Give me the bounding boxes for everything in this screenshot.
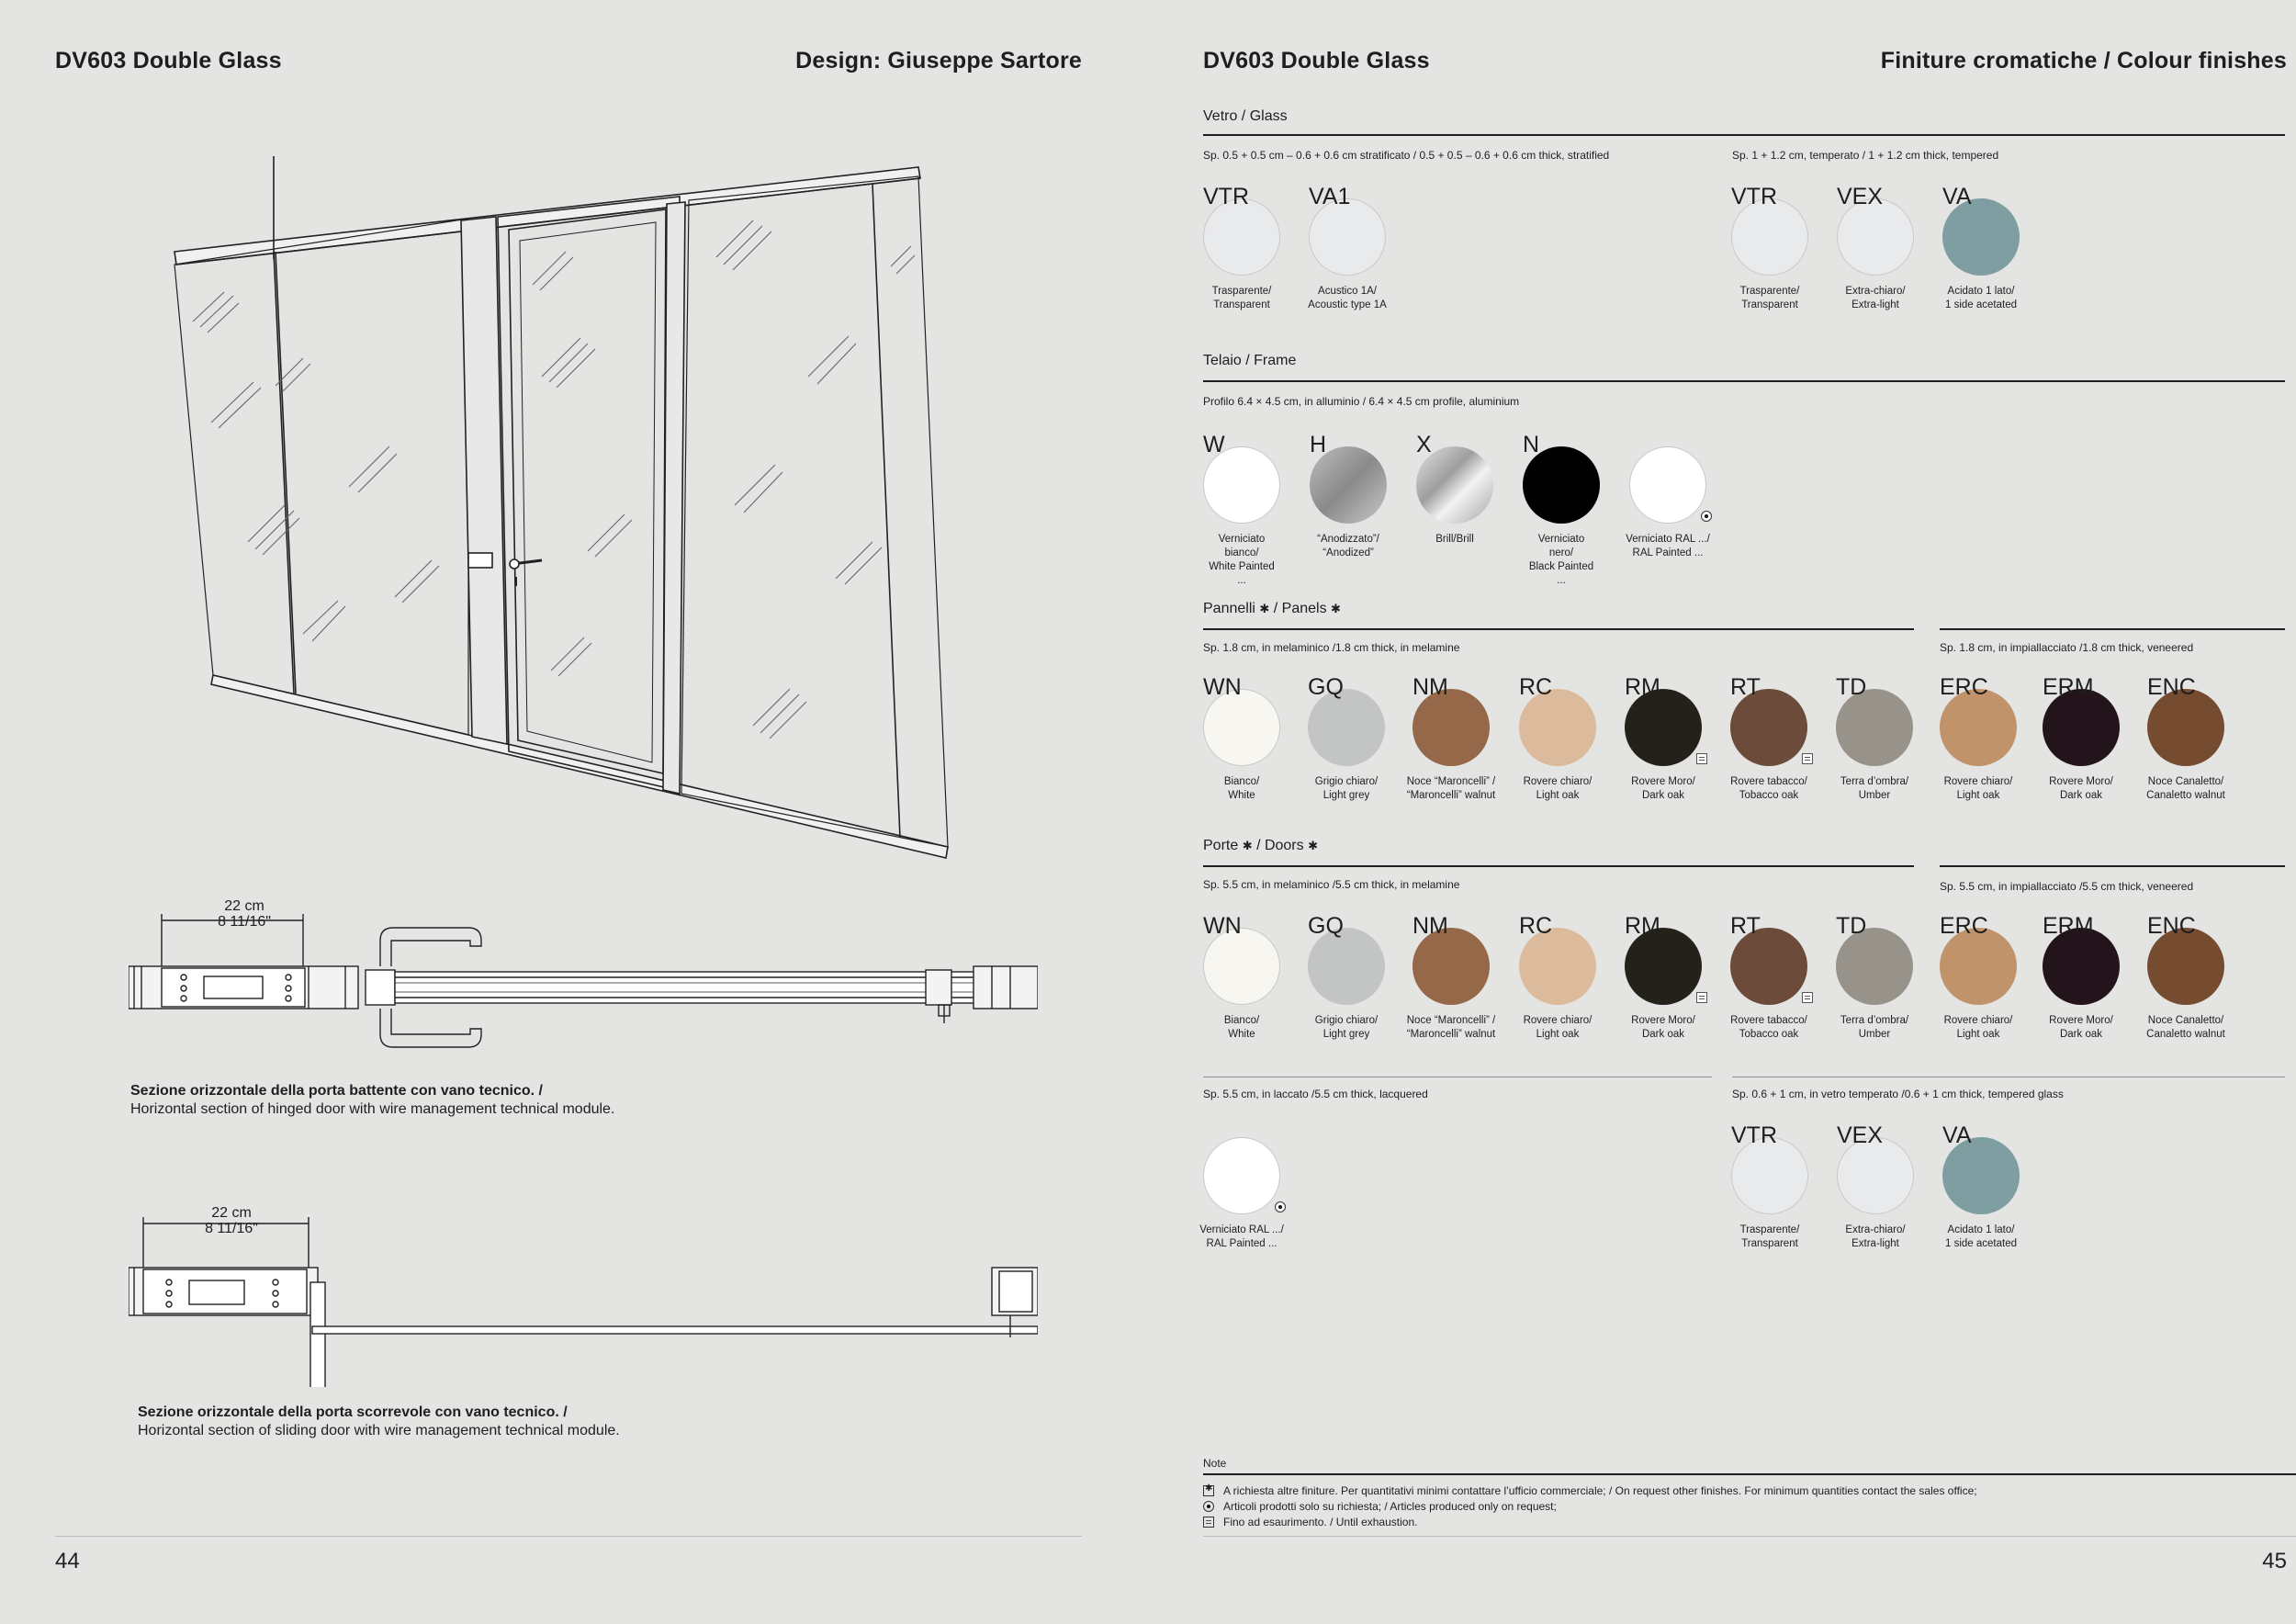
finish-label-line: Rovere chiaro/ [1523, 776, 1593, 787]
finish-label-line: “Anodizzato”/ [1317, 534, 1379, 545]
finish-label-line: Rovere tabacco/ [1730, 1015, 1807, 1026]
finish-code: RC [1519, 674, 1553, 700]
finish-label-line: bianco/ [1224, 547, 1259, 558]
frame-spec: Profilo 6.4 × 4.5 cm, in alluminio / 6.4 × 4.5 cm profile, aluminium [1203, 395, 1520, 408]
dimension-inch: 8 11/16" [218, 914, 271, 930]
asterisk-icon: ✱ [1242, 839, 1253, 852]
finish-label [1187, 533, 1297, 588]
finish-label-line: Verniciato [1537, 534, 1585, 545]
caption-en: Horizontal section of hinged door with wire management technical module. [130, 1101, 615, 1117]
finish-label [1820, 1224, 1930, 1251]
finish-code: ERM [2043, 913, 2094, 939]
product-title: DV603 Double Glass [55, 48, 282, 73]
finish-label [1923, 775, 2033, 803]
glass-spec-tempered: Sp. 1 + 1.2 cm, temperato / 1 + 1.2 cm thick, tempered [1732, 149, 1999, 162]
finish-label [1292, 285, 1402, 312]
finish-code: TD [1836, 674, 1867, 700]
glass-rule [1203, 134, 2285, 136]
asterisk-icon [1203, 1485, 1214, 1496]
finish-label [1291, 775, 1401, 803]
dot-circle-icon [1701, 511, 1712, 522]
finish-label-line: Light oak [1536, 1029, 1580, 1040]
finish-label-line: Dark oak [2059, 790, 2103, 801]
finish-code: N [1523, 432, 1540, 457]
finish-label-line: Dark oak [1641, 790, 1685, 801]
asterisk-icon: ✱ [1259, 602, 1270, 615]
finish-label [1293, 533, 1403, 560]
finish-label [1396, 1014, 1506, 1042]
finish-label-line: Terra d’ombra/ [1840, 1015, 1909, 1026]
finish-label-line: Extra-chiaro/ [1845, 1224, 1906, 1235]
hinged-door-section-drawing [129, 909, 1038, 1066]
finish-label-line: Transparent [1213, 299, 1270, 310]
finish-label-line: RAL Painted ... [1632, 547, 1704, 558]
finish-label-line: Tobacco oak [1739, 790, 1799, 801]
finish-label-line: Transparent [1741, 299, 1798, 310]
finish-label-line: “Maroncelli” walnut [1406, 1029, 1496, 1040]
finish-label [1715, 285, 1825, 312]
panels-rule-veneer [1940, 628, 2285, 630]
footer-rule [55, 1536, 1082, 1537]
finish-label-line: Light grey [1322, 1029, 1370, 1040]
asterisk-icon: ✱ [1308, 839, 1318, 852]
finish-label-line: Rovere chiaro/ [1523, 1015, 1593, 1026]
finish-code: VEX [1837, 184, 1884, 209]
finish-label-line: Verniciato [1218, 534, 1266, 545]
finish-code: ENC [2147, 913, 2196, 939]
finish-code: GQ [1308, 913, 1344, 939]
note-text: Articoli prodotti solo su richiesta; / Articles produced only on request; [1223, 1500, 1557, 1513]
finish-label-line: Black Painted [1528, 561, 1594, 572]
finish-label-line: Brill/Brill [1435, 534, 1474, 545]
finish-label-line: Extra-light [1851, 299, 1899, 310]
doors-title-it: Porte [1203, 838, 1239, 853]
sliding-door-section-drawing [129, 1212, 1038, 1387]
finish-code: GQ [1308, 674, 1344, 700]
finish-label [1715, 1224, 1825, 1251]
finish-label-line: Verniciato RAL .../ [1199, 1224, 1284, 1235]
finish-label [1400, 533, 1510, 547]
finish-code: NM [1412, 913, 1448, 939]
sliding-section-caption [138, 1404, 620, 1440]
finish-label [1187, 1014, 1297, 1042]
finish-label-line: ... [1557, 575, 1566, 586]
panels-section-title [1203, 601, 1341, 617]
finish-label [1819, 775, 1930, 803]
finish-label-line: Trasparente/ [1739, 1224, 1800, 1235]
finish-label-line: RAL Painted ... [1206, 1238, 1277, 1249]
finish-label-line: Rovere Moro/ [2049, 1015, 2113, 1026]
page-number: 45 [2262, 1549, 2287, 1573]
finish-label-line: Noce “Maroncelli” / [1406, 776, 1496, 787]
glass-spec-stratified: Sp. 0.5 + 0.5 cm – 0.6 + 0.6 cm stratificato / 0.5 + 0.5 – 0.6 + 0.6 cm thick, stratified [1203, 149, 1610, 162]
finish-label-line: Trasparente/ [1739, 286, 1800, 297]
caption-en: Horizontal section of sliding door with wire management technical module. [138, 1423, 620, 1438]
finish-label-line: Transparent [1741, 1238, 1798, 1249]
right-page [1148, 0, 2296, 1624]
finish-label [1714, 1014, 1824, 1042]
note-until-exhaustion [1203, 1516, 1417, 1528]
finish-label-line: Rovere chiaro/ [1943, 776, 2013, 787]
designer-credit: Design: Giuseppe Sartore [795, 48, 1082, 73]
finish-swatch [1942, 184, 2053, 331]
finish-label-line: Dark oak [2059, 1029, 2103, 1040]
doors-rule-veneer [1940, 865, 2285, 867]
finish-label [1187, 775, 1297, 803]
finish-label-line: White [1228, 1029, 1255, 1040]
finish-code: RC [1519, 913, 1553, 939]
finish-color-circle [1629, 446, 1706, 524]
finish-label-line: Light oak [1536, 790, 1580, 801]
doors-spec-lacquer: Sp. 5.5 cm, in laccato /5.5 cm thick, lacquered [1203, 1088, 1428, 1100]
finish-label-line: Acustico 1A/ [1318, 286, 1377, 297]
finish-label-line: nero/ [1548, 547, 1574, 558]
finish-code: ERC [1940, 674, 1988, 700]
finish-label-line: Extra-chiaro/ [1845, 286, 1906, 297]
finish-code: H [1310, 432, 1327, 457]
finish-label-line: Acoustic type 1A [1308, 299, 1387, 310]
note-text: Fino ad esaurimento. / Until exhaustion. [1223, 1516, 1418, 1528]
finish-label-line: Trasparente/ [1211, 286, 1272, 297]
finish-code: VTR [1731, 1122, 1777, 1148]
panels-title-en: / Panels [1273, 601, 1327, 616]
product-title: DV603 Double Glass [1203, 48, 1430, 73]
finish-label-line: “Maroncelli” walnut [1406, 790, 1496, 801]
finish-label-line: Terra d’ombra/ [1840, 776, 1909, 787]
panels-title-it: Pannelli [1203, 601, 1255, 616]
finish-swatch [1310, 432, 1420, 579]
finish-code: X [1416, 432, 1432, 457]
doors-spec-veneer: Sp. 5.5 cm, in impiallacciato /5.5 cm thick, veneered [1940, 880, 2194, 893]
square-lines-icon [1696, 753, 1707, 764]
asterisk-icon: ✱ [1331, 602, 1341, 615]
finish-label-line: Noce Canaletto/ [2147, 776, 2224, 787]
dot-circle-icon [1275, 1201, 1286, 1212]
finish-label [1819, 1014, 1930, 1042]
finish-label-line: Verniciato RAL .../ [1626, 534, 1710, 545]
finish-code: VTR [1203, 184, 1249, 209]
finish-label [1503, 775, 1613, 803]
finish-label [1613, 533, 1723, 560]
panels-spec-melamine: Sp. 1.8 cm, in melaminico /1.8 cm thick, in melamine [1203, 641, 1460, 654]
finish-label-line: Bianco/ [1223, 776, 1260, 787]
frame-section-title: Telaio / Frame [1203, 353, 1297, 368]
finish-code: RM [1625, 913, 1660, 939]
finish-label-line: Extra-light [1851, 1238, 1899, 1249]
finish-code: W [1203, 432, 1225, 457]
finish-color-circle [1203, 1137, 1280, 1214]
finish-code: RT [1730, 674, 1761, 700]
notes-rule [1203, 1473, 2296, 1475]
finish-label-line: Noce “Maroncelli” / [1406, 1015, 1496, 1026]
square-lines-icon [1696, 992, 1707, 1003]
finish-label [1608, 1014, 1718, 1042]
finish-label-line: 1 side acetated [1944, 1238, 2017, 1249]
finishes-heading: Finiture cromatiche / Colour finishes [1880, 48, 2287, 73]
finish-code: NM [1412, 674, 1448, 700]
finish-code: ERM [2043, 674, 2094, 700]
caption-it: Sezione orizzontale della porta scorrevole con vano tecnico. / [138, 1404, 568, 1420]
finish-code: RM [1625, 674, 1660, 700]
finish-label [1926, 1224, 2036, 1251]
partition-perspective-drawing [165, 156, 974, 873]
finish-label-line: Tobacco oak [1739, 1029, 1799, 1040]
finish-code: VA [1942, 1122, 1972, 1148]
finish-label [1291, 1014, 1401, 1042]
finish-label-line: Rovere Moro/ [1631, 1015, 1695, 1026]
finish-label [1187, 285, 1297, 312]
finish-label [1503, 1014, 1613, 1042]
finish-code: TD [1836, 913, 1867, 939]
finish-label-line: Acidato 1 lato/ [1947, 286, 2015, 297]
doors-spec-glass: Sp. 0.6 + 1 cm, in vetro temperato /0.6 + 1 cm thick, tempered glass [1732, 1088, 2064, 1100]
doors-spec-melamine: Sp. 5.5 cm, in melaminico /5.5 cm thick, in melamine [1203, 878, 1460, 891]
dimension-cm: 22 cm [224, 898, 264, 914]
finish-label-line: Noce Canaletto/ [2147, 1015, 2224, 1026]
finish-label-line: Rovere Moro/ [1631, 776, 1695, 787]
finish-swatch [1942, 1122, 2053, 1269]
finish-code: RT [1730, 913, 1761, 939]
finish-label-line: Rovere tabacco/ [1730, 776, 1807, 787]
finish-swatch [1199, 1122, 1313, 1269]
finish-label-line: White [1228, 790, 1255, 801]
doors-section-title [1203, 838, 1318, 854]
note-text: A richiesta altre finiture. Per quantitativi minimi contattare l’ufficio commerciale; / On request other finishes. For minimum quantities contact the sales office; [1223, 1484, 1977, 1497]
finish-label-line: ... [1237, 575, 1246, 586]
notes-title: Note [1203, 1457, 1227, 1470]
finish-swatch [2147, 913, 2257, 1060]
finish-label-line: Grigio chiaro/ [1314, 1015, 1379, 1026]
finish-label-line: White Painted [1209, 561, 1275, 572]
finish-label-line: Rovere chiaro/ [1943, 1015, 2013, 1026]
finish-label-line: Light grey [1322, 790, 1370, 801]
dimension-inch: 8 11/16" [205, 1221, 258, 1236]
note-on-request [1203, 1500, 1557, 1513]
doors-rule-melamine [1203, 865, 1914, 867]
finish-label-line: Canaletto walnut [2146, 1029, 2225, 1040]
finish-code: ENC [2147, 674, 2196, 700]
finish-swatch [1309, 184, 1419, 331]
finish-code: VA [1942, 184, 1972, 209]
frame-rule [1203, 380, 2285, 382]
square-lines-icon [1203, 1517, 1214, 1528]
finish-code: WN [1203, 674, 1242, 700]
finish-label-line: Umber [1858, 790, 1891, 801]
finish-label [1396, 775, 1506, 803]
finish-label [2026, 775, 2136, 803]
finish-label-line: “Anodized” [1322, 547, 1374, 558]
finish-label-line: Umber [1858, 1029, 1891, 1040]
finish-label [1187, 1224, 1297, 1251]
dot-circle-icon [1203, 1501, 1214, 1512]
finish-label [2026, 1014, 2136, 1042]
square-lines-icon [1802, 992, 1813, 1003]
finish-label-line: Dark oak [1641, 1029, 1685, 1040]
panels-spec-veneer: Sp. 1.8 cm, in impiallacciato /1.8 cm thick, veneered [1940, 641, 2194, 654]
glass-section-title: Vetro / Glass [1203, 108, 1288, 124]
finish-label [1926, 285, 2036, 312]
page-number: 44 [55, 1549, 80, 1573]
finish-label [1506, 533, 1616, 588]
finish-label [1608, 775, 1718, 803]
hinged-section-caption [130, 1082, 614, 1119]
finish-code: VTR [1731, 184, 1777, 209]
finish-label [2131, 1014, 2241, 1042]
finish-code: VEX [1837, 1122, 1884, 1148]
finish-code: ERC [1940, 913, 1988, 939]
note-other-finishes [1203, 1484, 1977, 1497]
panels-rule-melamine [1203, 628, 1914, 630]
finish-label [1923, 1014, 2033, 1042]
finish-label-line: Light oak [1956, 1029, 2000, 1040]
finish-label [1820, 285, 1930, 312]
finish-label-line: Rovere Moro/ [2049, 776, 2113, 787]
dimension-cm: 22 cm [211, 1205, 252, 1221]
finish-swatch [1626, 432, 1739, 579]
finish-label-line: Grigio chiaro/ [1314, 776, 1379, 787]
finish-label [1714, 775, 1824, 803]
square-lines-icon [1802, 753, 1813, 764]
finish-code: VA1 [1309, 184, 1351, 209]
finish-label-line: Bianco/ [1223, 1015, 1260, 1026]
doors-title-en: / Doors [1256, 838, 1304, 853]
finish-code: WN [1203, 913, 1242, 939]
caption-it: Sezione orizzontale della porta battente con vano tecnico. / [130, 1083, 543, 1099]
finish-label [2131, 775, 2241, 803]
finish-swatch [2147, 674, 2257, 821]
finish-label-line: 1 side acetated [1944, 299, 2017, 310]
footer-rule [1203, 1536, 2296, 1537]
finish-label-line: Acidato 1 lato/ [1947, 1224, 2015, 1235]
finish-label-line: Light oak [1956, 790, 2000, 801]
finish-label-line: Canaletto walnut [2146, 790, 2225, 801]
